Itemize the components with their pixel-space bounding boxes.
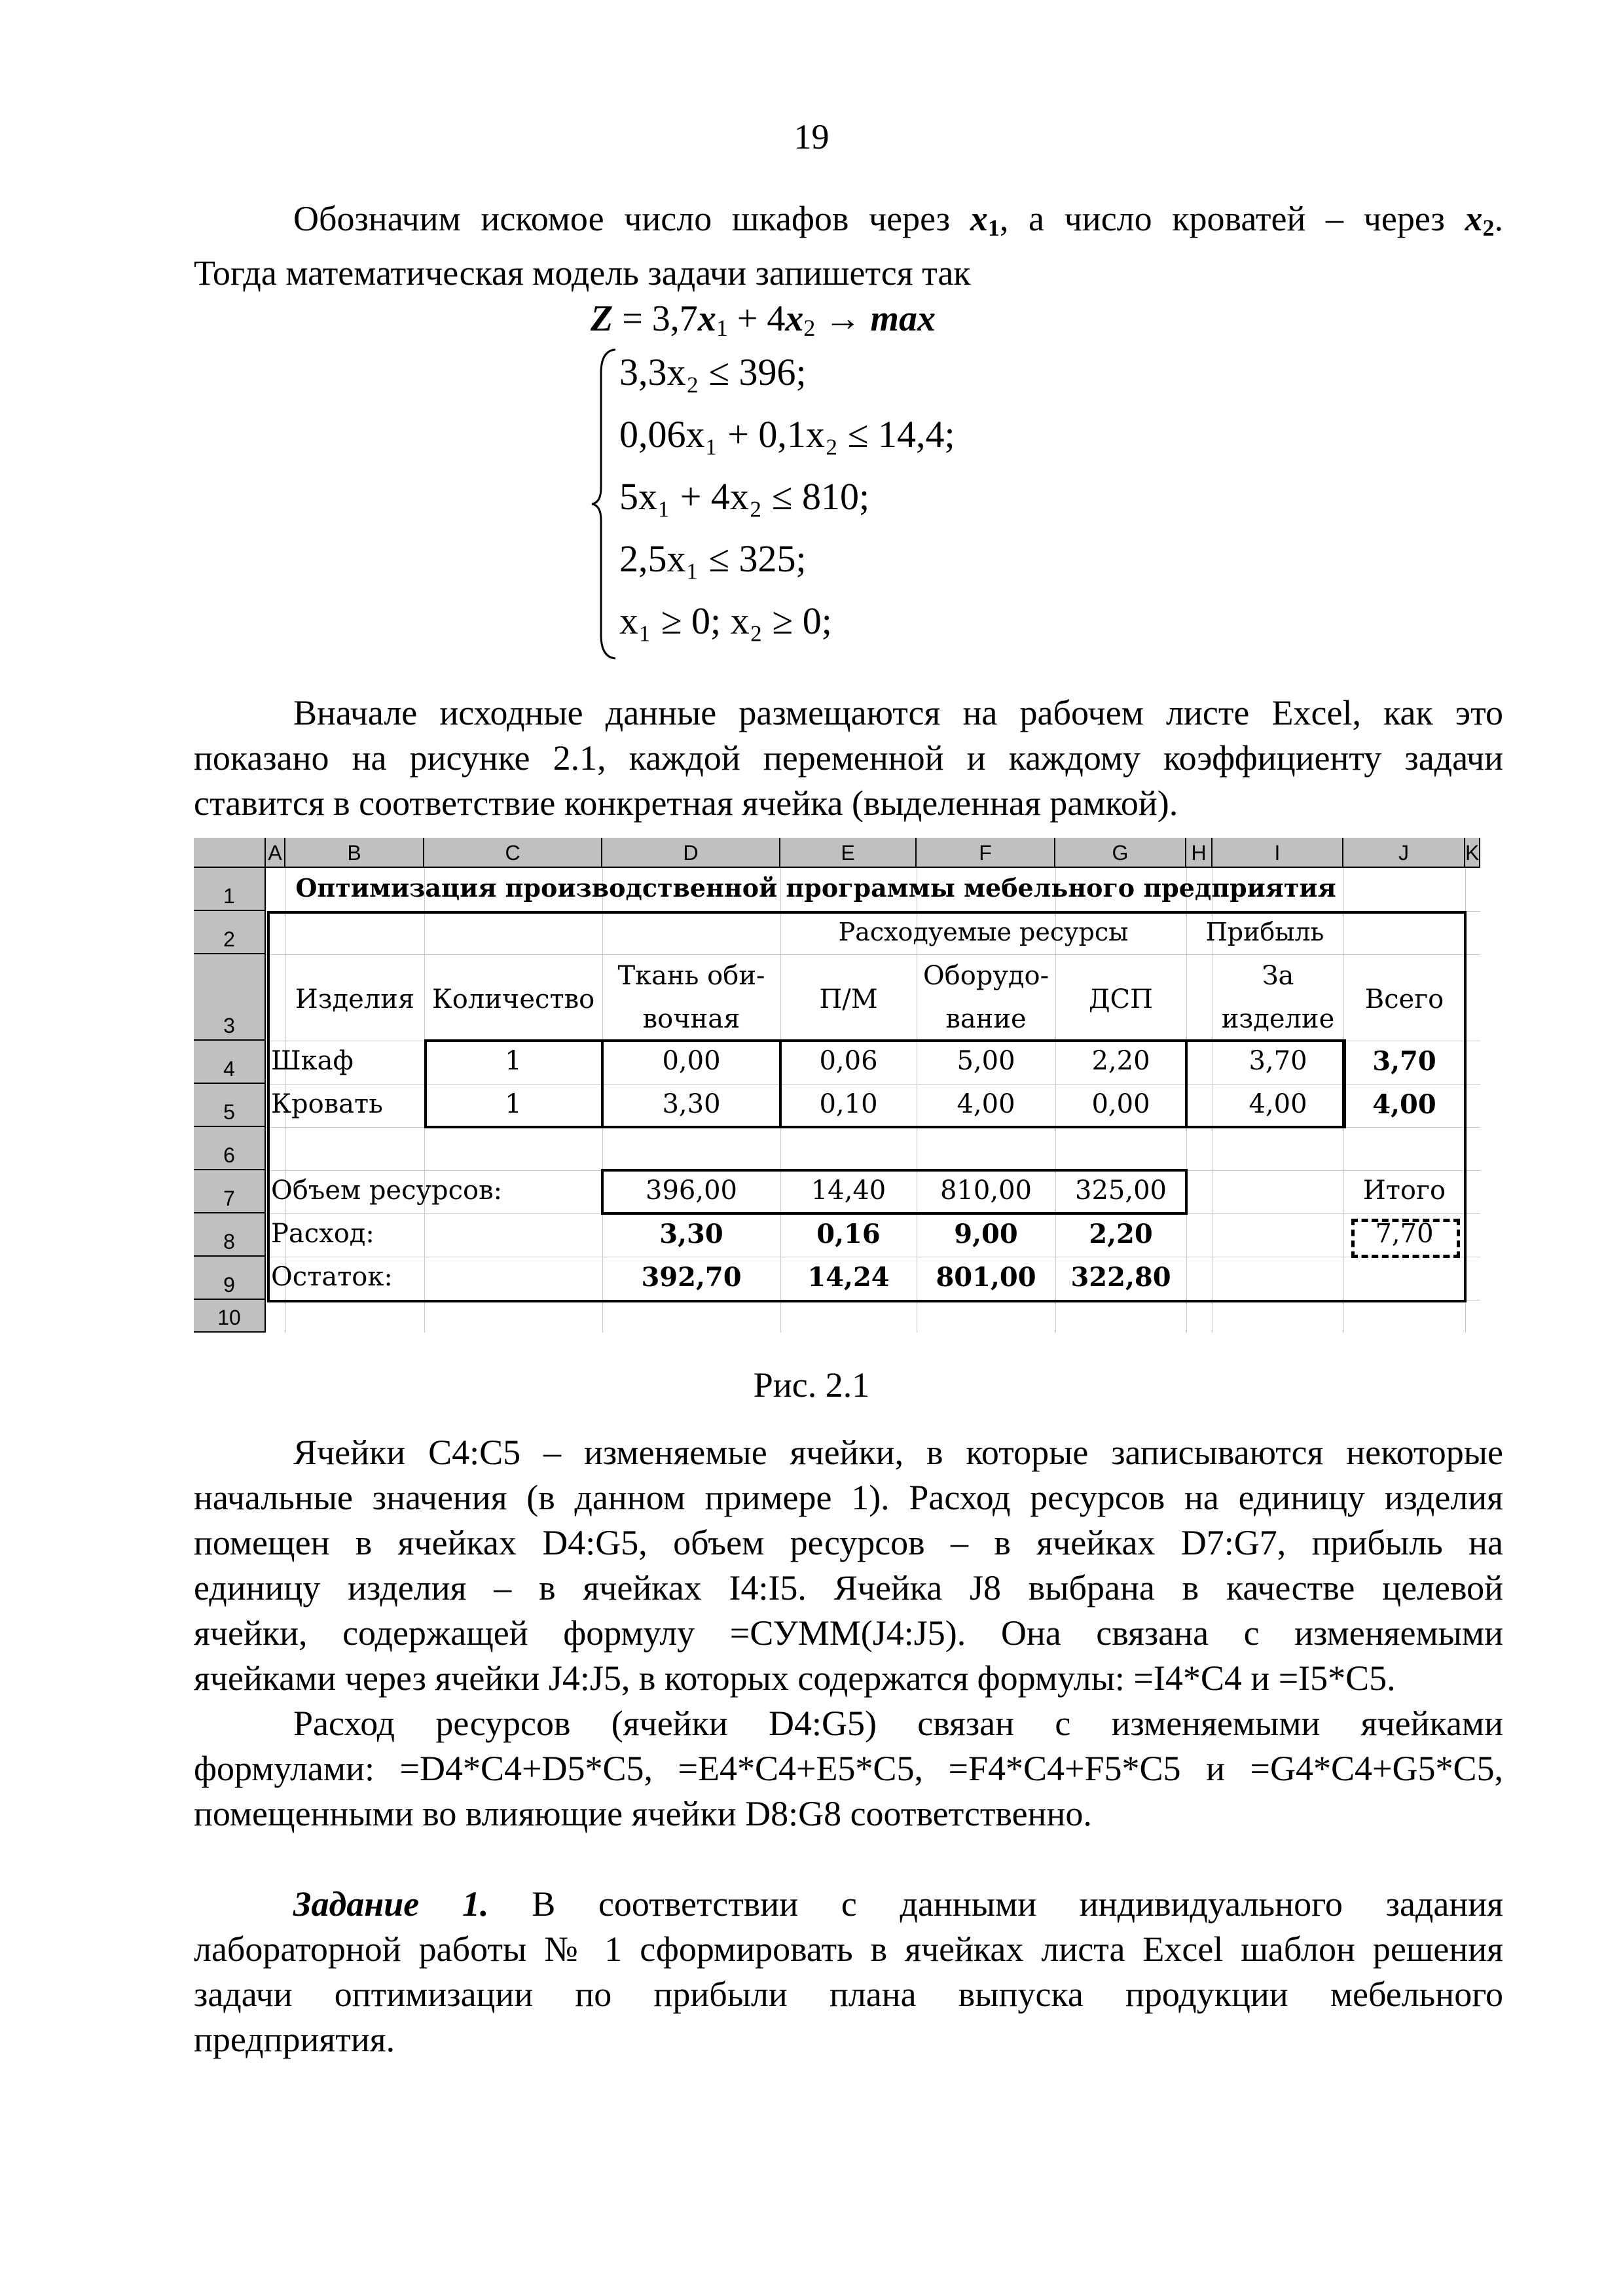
constraint-4: 2,5x₁ ≤ 325; [619,537,807,580]
sheet-title: Оптимизация производственной программы мебельного предприятия [295,873,1336,903]
hdr-total: Всего [1364,984,1444,1014]
cell-f9[interactable]: 801,00 [936,1262,1036,1293]
cell-f7[interactable]: 810,00 [940,1175,1032,1206]
row-header-1[interactable]: 1 [194,868,266,911]
col-header-e[interactable]: E [780,838,917,868]
system-brace [589,347,618,661]
cell-b8[interactable]: Расход: [271,1219,374,1249]
col-header-a[interactable]: A [266,838,285,868]
cell-j7[interactable]: Итого [1362,1175,1446,1206]
cell-j8[interactable]: 7,70 [1375,1219,1434,1249]
col-header-d[interactable]: D [602,838,780,868]
excel-intro-paragraph: Вначале исходные данные размещаются на рабочем листе Excel, как это показано на рисунке 2.1, каждой переменной и каждому коэффициенту задачи ставится в соответствие конкретная ячейка (выделенная рамкой). [194,693,1503,823]
cell-e4[interactable]: 0,06 [819,1046,878,1076]
hdr-fabric-2: вочная [642,1004,740,1034]
cell-g8[interactable]: 2,20 [1089,1219,1153,1249]
cell-g4[interactable]: 2,20 [1091,1046,1150,1076]
page-number: 19 [793,117,830,156]
cell-e8[interactable]: 0,16 [816,1219,881,1249]
cell-d5[interactable]: 3,30 [662,1089,721,1119]
cell-i4[interactable]: 3,70 [1249,1046,1307,1076]
formulas-paragraph: Расход ресурсов (ячейки D4:G5) связан с изменяемыми ячейками формулами: =D4*C4+D5*C5, =E4*C4+E5*C5, =F4*C4+F5*C5 и =G4*C4+G5*C5, помещенными во влияющие ячейки D8:G8 соответственно. [194,1704,1503,1833]
cells-description-paragraph: Ячейки С4:С5 – изменяемые ячейки, в которые записываются некоторые начальные значения (в данном примере 1). Расход ресурсов на единицу изделия помещен в ячейках D4:G5, объем ресурсов – в ячейках D7:G7, прибыль на единицу изделия – в ячейках I4:I5. Ячейка J8 выбрана в качестве целевой ячейки, содержащей формулу =СУММ(J4:J5). Она связана с изменяемыми ячейками через ячейки J4:J5, в которых содержатся формулы: =I4*C4 и =I5*C5. [194,1433,1503,1698]
task-paragraph: Задание 1. В соответствии с данными индивидуального задания лабораторной работы № 1 сформировать в ячейках листа Excel шаблон решения задачи оптимизации по прибыли плана выпуска продукции мебельного предприятия. [194,1884,1503,2059]
cell-d4[interactable]: 0,00 [662,1046,721,1076]
row-header-3[interactable]: 3 [194,954,266,1041]
hdr-fabric-1: Ткань оби- [617,961,765,991]
cell-g5[interactable]: 0,00 [1091,1089,1150,1119]
task-label: Задание 1. [293,1884,489,1924]
row-header-2[interactable]: 2 [194,911,266,954]
row-header-6[interactable]: 6 [194,1127,266,1170]
cell-g9[interactable]: 322,80 [1070,1262,1171,1293]
row-header-9[interactable]: 9 [194,1257,266,1300]
col-header-i[interactable]: I [1213,838,1343,868]
hdr-equipment-2: вание [945,1004,1027,1034]
cell-b5[interactable]: Кровать [271,1089,383,1119]
cell-d8[interactable]: 3,30 [659,1219,723,1249]
col-header-f[interactable]: F [917,838,1055,868]
row-header-8[interactable]: 8 [194,1213,266,1257]
cell-e5[interactable]: 0,10 [819,1089,878,1119]
hdr-pm: П/М [819,984,878,1014]
excel-spreadsheet [194,838,1480,1354]
text: Обозначим искомое число шкафов через [293,199,970,238]
cell-c5[interactable]: 1 [505,1089,522,1119]
row-header-5[interactable]: 5 [194,1084,266,1127]
cell-b4[interactable]: Шкаф [271,1046,354,1076]
corner-header [194,838,266,868]
col-header-h[interactable]: H [1186,838,1213,868]
row-header-10[interactable]: 10 [194,1300,266,1333]
cell-d7[interactable]: 396,00 [646,1175,737,1206]
col-header-k[interactable]: K [1465,838,1480,868]
cell-j4[interactable]: 3,70 [1372,1046,1436,1077]
cell-g7[interactable]: 325,00 [1075,1175,1167,1206]
col-header-b[interactable]: B [285,838,424,868]
cell-j5[interactable]: 4,00 [1372,1089,1436,1120]
hdr-dsp: ДСП [1088,984,1153,1014]
cell-b9[interactable]: Остаток: [271,1262,393,1292]
hdr-items: Изделия [295,984,415,1014]
row-header-7[interactable]: 7 [194,1170,266,1213]
cell-f8[interactable]: 9,00 [954,1219,1018,1249]
hdr-resources: Расходуемые ресурсы [838,918,1129,946]
intro-paragraph: Обозначим искомое число шкафов через $x_1$, а число кроватей – через $x_2$. Тогда математическая модель задачи запишется так [194,196,1503,296]
col-header-c[interactable]: C [424,838,602,868]
cell-i5[interactable]: 4,00 [1249,1089,1307,1119]
objective-function: $Z = 3,7x_1 + 4x_2 \to \max$ [591,298,936,341]
hdr-quantity: Количество [431,984,595,1014]
col-header-g[interactable]: G [1055,838,1186,868]
cell-b7[interactable]: Объем ресурсов: [271,1175,503,1206]
constraint-5: x₁ ≥ 0; x₂ ≥ 0; [619,600,832,642]
constraint-1: 3,3x₂ ≤ 396; [619,351,807,393]
text: Тогда математическая модель задачи запишется так [194,253,971,293]
hdr-per-item-2: изделие [1221,1004,1335,1034]
cell-f5[interactable]: 4,00 [957,1089,1015,1119]
hdr-equipment-1: Оборудо- [922,961,1049,991]
cell-d9[interactable]: 392,70 [641,1262,742,1293]
row-header-4[interactable]: 4 [194,1041,266,1084]
constraint-2: 0,06x₁ + 0,1x₂ ≤ 14,4; [619,413,955,456]
cell-e7[interactable]: 14,40 [811,1175,886,1206]
cell-f4[interactable]: 5,00 [957,1046,1015,1076]
cell-c4[interactable]: 1 [505,1046,522,1076]
hdr-per-item-1: За [1262,961,1294,991]
cell-e9[interactable]: 14,24 [807,1262,890,1293]
col-header-j[interactable]: J [1343,838,1465,868]
constraint-3: 5x₁ + 4x₂ ≤ 810; [619,475,870,518]
hdr-profit: Прибыль [1205,918,1324,946]
figure-caption: Рис. 2.1 [753,1365,870,1405]
